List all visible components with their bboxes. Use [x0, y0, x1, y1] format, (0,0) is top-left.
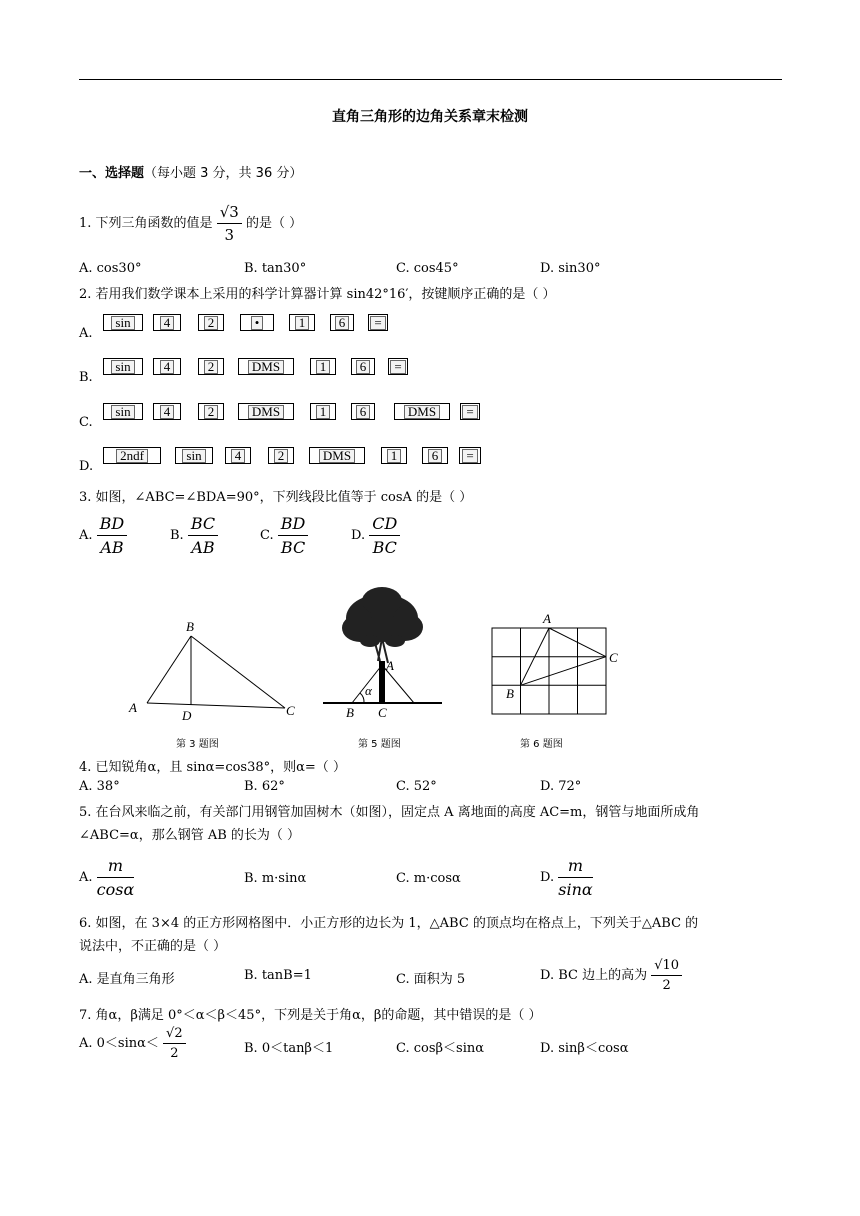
section-heading	[79, 162, 302, 181]
q5-option-d: D. $\frac{m}{\sin\alpha}$	[540, 856, 593, 899]
q4-stem: 4. 已知锐角α，且 sinα=cos38°，则α=（ ）	[79, 760, 346, 775]
fig3-label-d: D	[182, 708, 192, 723]
key-sin: sin	[103, 403, 143, 420]
q5-line-2: ∠ABC=α，那么钢管 AB 的长为（ ）	[79, 828, 301, 843]
fig3-label-c: C	[286, 703, 295, 718]
key-1: 1	[310, 403, 336, 420]
page-title: 直角三角形的边角关系章末检测	[332, 109, 528, 125]
q7-option-d: D. sinβ＜cosα	[540, 1041, 629, 1056]
fig5-label-c: C	[378, 705, 387, 720]
key-1: 1	[289, 314, 315, 331]
key-dms: DMS	[309, 447, 365, 464]
q4-option-b: B. 62°	[244, 779, 285, 794]
fig6-label-b: B	[506, 686, 514, 701]
figure-5-tree	[320, 583, 445, 723]
fig3-label-b: B	[186, 619, 194, 634]
q4-option-d: D. 72°	[540, 779, 582, 794]
q1-frac-den: 3	[224, 226, 235, 244]
key-equals: =	[368, 314, 388, 331]
key-2: 2	[268, 447, 294, 464]
q2-stem: 2. 若用我们数学课本上采用的科学计算器计算 sin42°16′，按键顺序正确的是（ ）	[79, 287, 556, 302]
fig3-label-a: A	[129, 700, 137, 715]
key-6: 6	[330, 314, 354, 331]
fig5-label-a: A	[386, 658, 394, 673]
key-equals: =	[388, 358, 408, 375]
key-2: 2	[198, 358, 224, 375]
key-6: 6	[351, 403, 375, 420]
q5-line-1: 5. 在台风来临之前，有关部门用钢管加固树木（如图），固定点 A 离地面的高度 AC=m，钢管与地面所成角	[79, 805, 700, 820]
q7-option-a: A. 0＜sinα＜ $\frac{√2}{2}$	[79, 1026, 186, 1061]
q1-stem	[79, 203, 302, 244]
key-dms: DMS	[394, 403, 450, 420]
fig6-label-c: C	[609, 650, 618, 665]
key-dms: DMS	[238, 403, 294, 420]
q3-stem: 3. 如图，∠ABC=∠BDA=90°，下列线段比值等于 cosA 的是（ ）	[79, 490, 473, 505]
q3-option-a: A. $\frac{BD}{AB}$	[79, 514, 127, 557]
q1-stem-pre: 1. 下列三角函数的值是	[79, 216, 213, 231]
q1-option-d: D. sin30°	[540, 261, 601, 276]
q6-option-c: C. 面积为 5	[396, 972, 466, 987]
q1-fraction	[217, 203, 242, 244]
figure-3-triangle	[120, 615, 310, 725]
key-4: 4	[225, 447, 251, 464]
section-title: 一、选择题	[79, 166, 145, 181]
fig6-label-a: A	[543, 611, 551, 626]
key-2: 2	[198, 314, 224, 331]
q3-option-b: B. $\frac{BC}{AB}$	[170, 514, 218, 557]
q6-option-b: B. tanB=1	[244, 968, 312, 983]
q2-row-b-label: B.	[79, 370, 93, 385]
q5-option-c: C. m·cosα	[396, 871, 461, 886]
q2-row-d-label: D.	[79, 459, 94, 474]
key-sin: sin	[175, 447, 213, 464]
q1-stem-post: 的是（ ）	[245, 216, 303, 231]
key-1: 1	[381, 447, 407, 464]
q6-option-a: A. 是直角三角形	[79, 972, 175, 987]
key-equals: =	[460, 403, 480, 420]
fig5-label-alpha: α	[365, 683, 372, 698]
q2-row-c-label: C.	[79, 415, 93, 430]
q1-option-a: A. cos30°	[79, 261, 142, 276]
q4-option-a: A. 38°	[79, 779, 120, 794]
q5-option-b: B. m·sinα	[244, 871, 307, 886]
key-equals: =	[459, 447, 481, 464]
fig6-caption: 第 6 题图	[520, 739, 563, 750]
fig3-caption: 第 3 题图	[176, 739, 219, 750]
q2-row-a-label: A.	[79, 326, 93, 341]
key-6: 6	[422, 447, 448, 464]
key-4: 4	[153, 403, 181, 420]
section-note: （每小题 3 分，共 36 分）	[144, 166, 303, 181]
header-rule	[79, 79, 782, 80]
q1-option-b: B. tan30°	[244, 261, 307, 276]
q3-option-c: C. $\frac{BD}{BC}$	[260, 514, 308, 557]
key-2: 2	[198, 403, 224, 420]
q6-line-2: 说法中，不正确的是（ ）	[79, 939, 227, 954]
key-sin: sin	[103, 358, 143, 375]
q4-option-c: C. 52°	[396, 779, 437, 794]
key-4: 4	[153, 358, 181, 375]
fig5-label-b: B	[346, 705, 354, 720]
fig5-caption: 第 5 题图	[358, 739, 401, 750]
key-2ndf: 2ndf	[103, 447, 161, 464]
key-6: 6	[351, 358, 375, 375]
key-dms: DMS	[238, 358, 294, 375]
q7-option-b: B. 0＜tanβ＜1	[244, 1041, 334, 1056]
q3-option-d: D. $\frac{CD}{BC}$	[351, 514, 400, 557]
q6-line-1: 6. 如图，在 3×4 的正方形网格图中．小正方形的边长为 1，△ABC 的顶点均在格点上，下列关于△ABC 的	[79, 916, 699, 931]
q1-frac-num: √3	[217, 203, 242, 224]
q7-stem: 7. 角α，β满足 0°＜α＜β＜45°，下列是关于角α，β的命题，其中错误的是（ ）	[79, 1008, 542, 1023]
key-sin: sin	[103, 314, 143, 331]
q5-option-a: A. $\frac{m}{\cos\alpha}$	[79, 856, 135, 899]
q1-option-c: C. cos45°	[396, 261, 459, 276]
q6-option-d: D. BC 边上的高为 $\frac{√10}{2}$	[540, 958, 682, 993]
figure-6-grid	[488, 610, 628, 720]
key-dot: •	[240, 314, 274, 331]
key-4: 4	[153, 314, 181, 331]
key-1: 1	[310, 358, 336, 375]
q7-option-c: C. cosβ＜sinα	[396, 1041, 485, 1056]
